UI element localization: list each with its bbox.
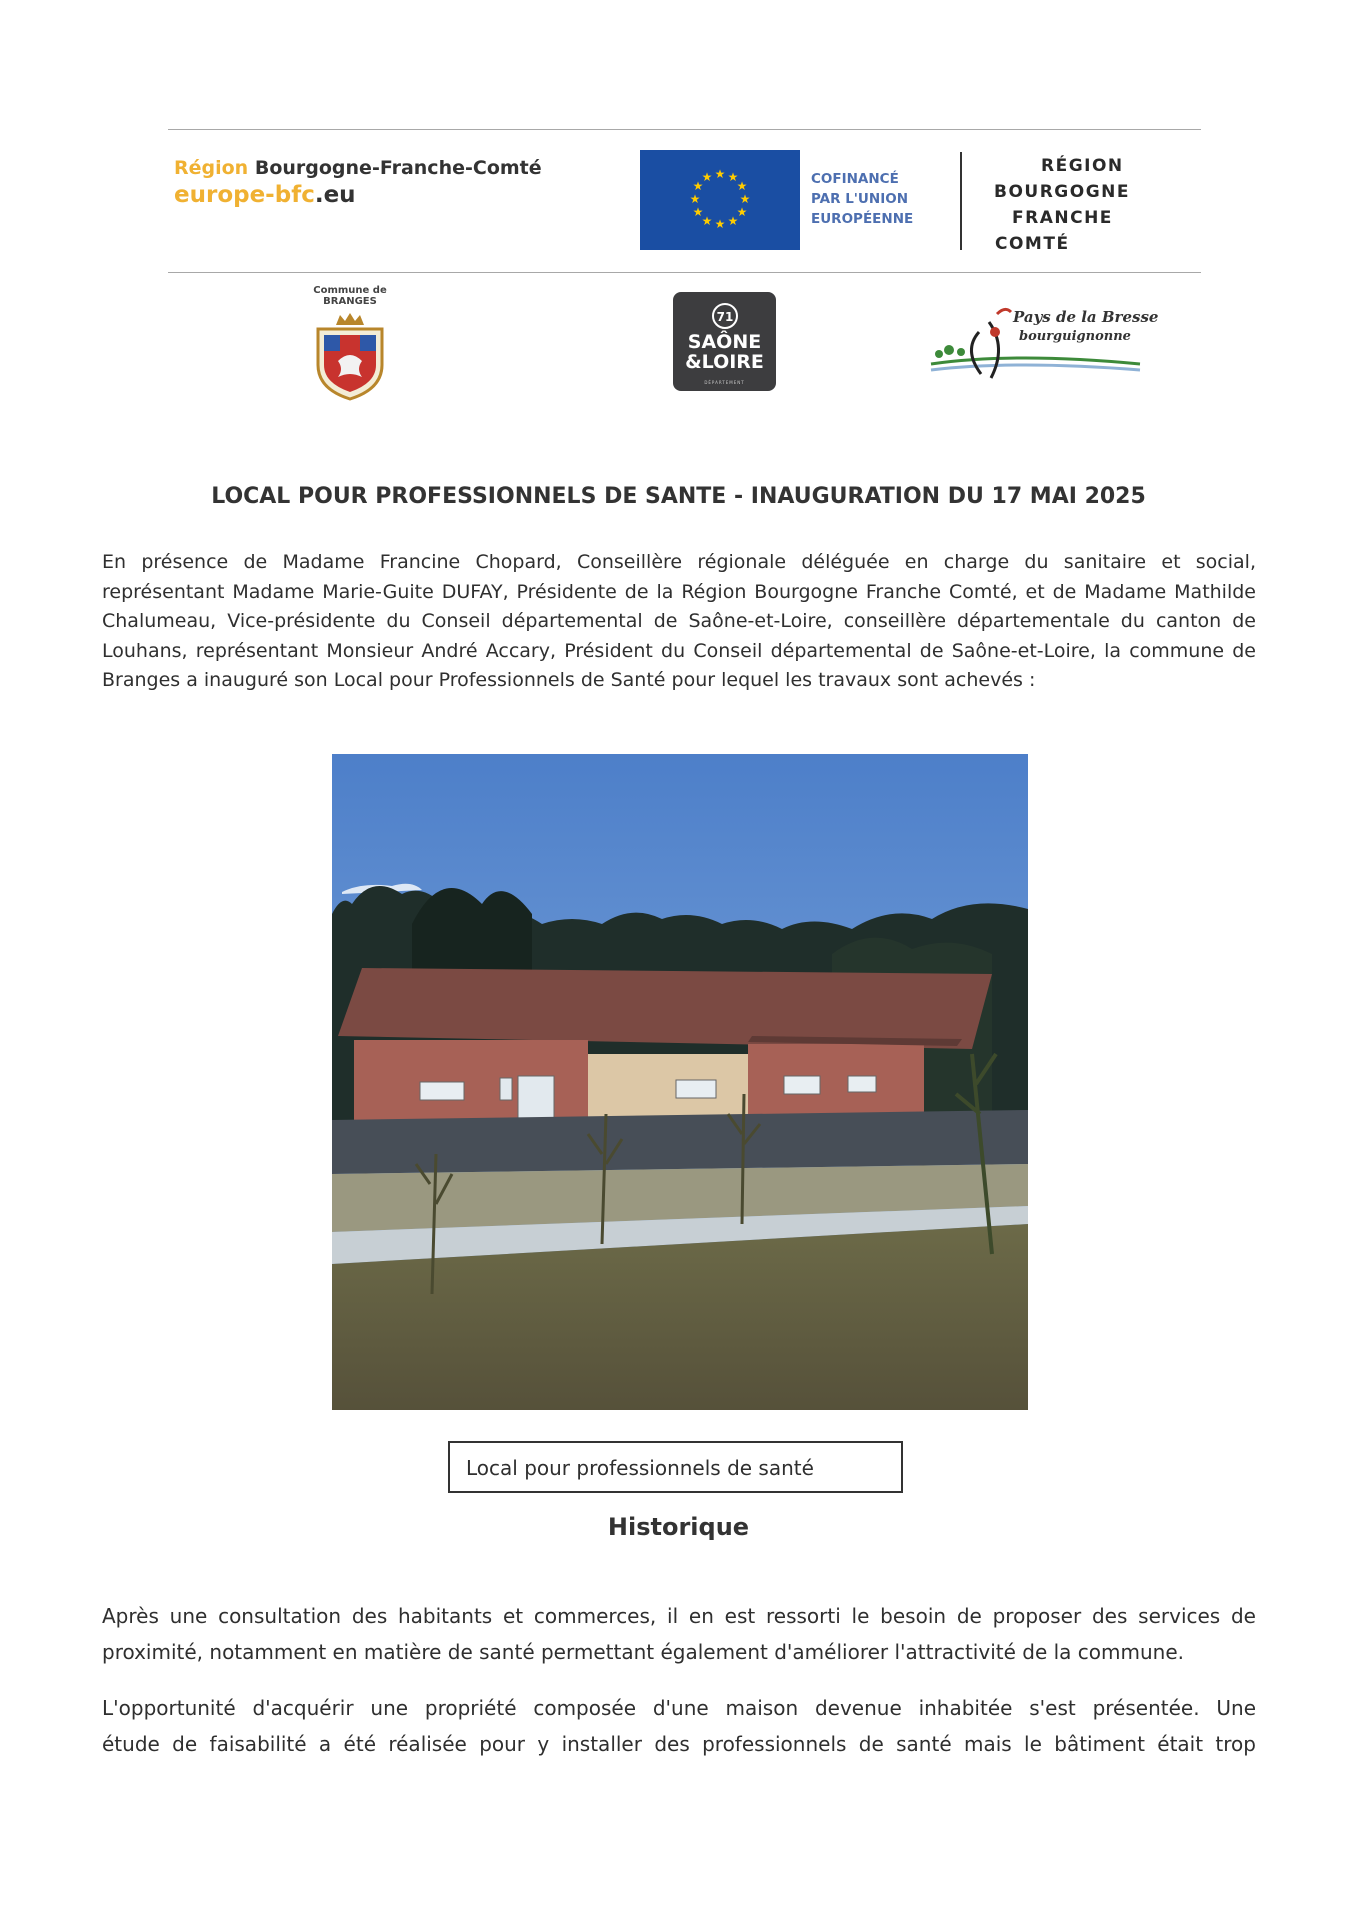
region-logo-line: RÉGION [1041, 156, 1124, 176]
intro-line: Chalumeau, Vice-présidente du Conseil départemental de Saône-et-Loire, conseillère départementale du canton de [102, 610, 1256, 632]
svg-text:★: ★ [701, 170, 713, 184]
saone-loire-subtitle: DÉPARTEMENT [704, 380, 745, 385]
bresse-logo-line: Pays de la Bresse [1013, 308, 1159, 326]
svg-text:★: ★ [692, 205, 704, 219]
svg-text:★: ★ [689, 192, 701, 206]
header-rule-bottom [168, 272, 1201, 273]
region-logo-line: BOURGOGNE [994, 182, 1131, 202]
eu-text-line: COFINANCÉ [811, 171, 899, 187]
saone-loire-emblem-icon [710, 301, 740, 331]
saone-loire-number: 71 [716, 310, 734, 324]
paragraph-line: étude de faisabilité a été réalisée pour y installer des professionnels de santé mais le bâtiment était trop [102, 1732, 1256, 1756]
commune-branges-logo [300, 285, 400, 401]
svg-text:★: ★ [714, 217, 726, 231]
eu-flag-icon [640, 150, 800, 250]
logo-region-name: Bourgogne-Franche-Comté [254, 157, 542, 179]
intro-paragraph [102, 548, 1256, 696]
coat-of-arms-icon [310, 311, 390, 401]
svg-text:★: ★ [727, 170, 739, 184]
region-logo-line: FRANCHE [1012, 208, 1113, 228]
logo-url-colored: europe-bfc [174, 182, 315, 208]
paragraph-line: L'opportunité d'acquérir une propriété composée d'une maison devenue inhabitée s'est présentée. Une [102, 1696, 1256, 1720]
historique-paragraph-1 [102, 1598, 1256, 1670]
pays-bresse-logo [925, 302, 1159, 382]
svg-text:★: ★ [739, 192, 751, 206]
historique-paragraph-2 [102, 1690, 1256, 1762]
page-title: LOCAL POUR PROFESSIONNELS DE SANTE - INAUGURATION DU 17 MAI 2025 [211, 484, 1146, 509]
saone-loire-line: SAÔNE [687, 331, 762, 353]
bresse-logo-line: bourguignonne [1019, 329, 1131, 344]
saone-loire-line: &LOIRE [685, 351, 764, 373]
building-photo [332, 754, 1028, 1410]
region-bfc-logo [990, 153, 1135, 257]
intro-line: Branges a inauguré son Local pour Professionnels de Santé pour lequel les travaux sont achevés : [102, 669, 1036, 691]
intro-line: Louhans, représentant Monsieur André Accary, Président du Conseil départemental de Saône-et-Loire, la commune de [102, 639, 1256, 662]
region-logo-line: COMTÉ [995, 234, 1070, 254]
photo-caption: Local pour professionnels de santé [466, 1456, 814, 1480]
logo-url-suffix: .eu [314, 182, 356, 208]
eu-cofinance-text [811, 169, 913, 229]
intro-line: En présence de Madame Francine Chopard, Conseillère régionale déléguée en charge du sanitaire et social, [102, 551, 1256, 573]
logo-separator [960, 152, 962, 250]
paragraph-line: Après une consultation des habitants et commerces, il en est ressorti le besoin de proposer des services de [102, 1604, 1256, 1628]
saone-et-loire-logo [673, 292, 776, 391]
header-rule-top [168, 129, 1201, 130]
svg-text:★: ★ [701, 214, 713, 228]
photo-caption-box [448, 1441, 903, 1493]
section-heading-historique: Historique [607, 1513, 750, 1541]
svg-text:★: ★ [736, 205, 748, 219]
svg-text:★: ★ [692, 179, 704, 193]
paragraph-line: proximité, notamment en matière de santé permettant également d'améliorer l'attractivité de la commune. [102, 1640, 1184, 1664]
eu-text-line: EUROPÉENNE [811, 211, 914, 227]
svg-text:★: ★ [727, 214, 739, 228]
svg-text:★: ★ [714, 167, 726, 181]
intro-line: représentant Madame Marie-Guite DUFAY, Présidente de la Région Bourgogne Franche Comté, et de Madame Mathilde [102, 580, 1256, 603]
svg-text:★: ★ [736, 179, 748, 193]
branges-caption-line: Commune de [313, 285, 387, 296]
logo-word-region: Région [174, 157, 249, 179]
branges-caption-line: BRANGES [323, 296, 377, 307]
eu-text-line: PAR L'UNION [811, 191, 908, 207]
region-bfc-europe-logo [174, 157, 542, 208]
